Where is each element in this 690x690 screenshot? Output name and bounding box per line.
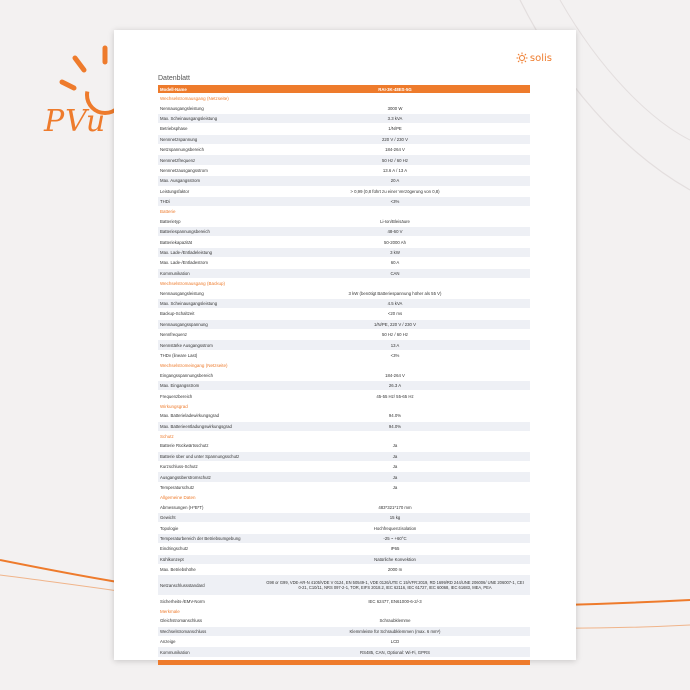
table-row: [158, 269, 530, 279]
table-row: [158, 114, 530, 124]
row-label: THDi: [160, 199, 170, 205]
datasheet-page: [114, 30, 576, 660]
table-row: [158, 299, 530, 309]
row-value: 13.6 A / 13 A: [382, 167, 408, 173]
header-value: RAI-3K-48ES-5G: [378, 86, 412, 92]
table-row: [158, 596, 530, 606]
row-value: -25 ~ +60°C: [383, 535, 407, 541]
section-title: Allgemeine Daten: [160, 495, 196, 501]
row-value: 220 V / 230 V: [381, 136, 409, 142]
row-label: Batterie Rückwärtsschutz: [160, 443, 209, 449]
table-row: [158, 472, 530, 482]
table-row: [158, 288, 530, 298]
table-row: [158, 411, 530, 421]
row-label: Betriebsphase: [160, 126, 188, 132]
row-label: Frequenzbereich: [160, 393, 193, 399]
row-label: Nennausgangsleistung: [160, 105, 204, 111]
table-row: [158, 135, 530, 145]
row-label: Backup-Schaltzeit: [160, 311, 195, 317]
table-row: [158, 381, 530, 391]
section-title: Batterie: [160, 209, 176, 215]
row-value: 3 kW (benötigt Batteriespannung höher als 55 V): [348, 290, 442, 296]
row-value: 15 kg: [389, 515, 401, 521]
row-value: 184-264 V: [385, 372, 405, 378]
brand-name: solis: [529, 52, 552, 64]
table-row: [158, 483, 530, 493]
table-row: [158, 217, 530, 227]
table-row: [158, 351, 530, 361]
row-label: Abmessungen (H*B*T): [160, 504, 204, 510]
section-title: Wechselstromeingang (Netzseite): [160, 363, 228, 369]
table-row: [158, 320, 530, 330]
row-label: Sicherheits-/EMV-Norm: [160, 598, 205, 604]
table-row: [158, 616, 530, 626]
row-label: THDv (lineare Last): [160, 352, 198, 358]
section-title: Wirkungsgrad: [160, 403, 188, 409]
row-value: 3.3 kVA: [387, 115, 403, 121]
row-label: Eindringschutz: [160, 546, 189, 552]
table-row: [158, 176, 530, 186]
table-row: [158, 103, 530, 113]
row-value: IP65: [390, 546, 400, 552]
row-label: Max. Lade-/Entladeleistung: [160, 250, 213, 256]
row-label: Topologie: [160, 525, 179, 531]
row-value: <3%: [390, 199, 400, 205]
table-row: [158, 575, 530, 596]
row-value: 1/N/PE, 220 V / 230 V: [373, 321, 417, 327]
row-value: RS485, CAN, Optional: Wi-Fi, GPRS: [360, 649, 430, 655]
row-label: Eingangsspannungsbereich: [160, 372, 214, 378]
row-value: 13 A: [390, 342, 400, 348]
table-row: [158, 565, 530, 575]
row-value: Ja: [392, 453, 398, 459]
row-value: LCD: [390, 639, 400, 645]
row-label: Batterie über und unter Spannungsschutz: [160, 453, 240, 459]
table-row: [158, 637, 530, 647]
row-label: Nennnetzspannung: [160, 136, 198, 142]
row-value: Ja: [392, 485, 398, 491]
row-label: Nennnetzfrequenz: [160, 157, 196, 163]
table-row: [158, 371, 530, 381]
row-value: Ja: [392, 443, 398, 449]
row-label: Ausgangsüberstromschutz: [160, 474, 211, 480]
header-label: Modell-Name: [160, 86, 187, 92]
row-label: Batteriekapazität: [160, 239, 193, 245]
table-header-row: [158, 85, 530, 94]
section-title: Schutz: [160, 433, 174, 439]
row-value: IEC 62477, EN61000-6-2/-3: [368, 598, 422, 604]
brand-logo: [516, 52, 552, 64]
row-label: Anzeige: [160, 639, 176, 645]
row-label: Batteriespannungsbereich: [160, 229, 210, 235]
table-row: [158, 422, 530, 432]
table-row: [158, 258, 530, 268]
document-title: Datenblatt: [158, 75, 190, 82]
row-value: 3000 W: [387, 105, 403, 111]
solis-sun-icon: [516, 52, 528, 64]
section-title: Wechselstromausgang (Backup): [160, 281, 225, 287]
row-value: 94.0%: [388, 413, 402, 419]
table-row: [158, 452, 530, 462]
section-title: Wechselstromausgang (Netzseite): [160, 96, 229, 101]
table-row: [158, 237, 530, 247]
row-value: CAN: [390, 270, 400, 276]
row-label: Netzspannungsbereich: [160, 147, 204, 153]
footer-bar: [158, 660, 530, 665]
row-label: Nennstärke Ausgangsstrom: [160, 342, 213, 348]
row-value: 3 kW: [390, 250, 400, 256]
row-value: 26.3 A: [388, 383, 402, 389]
table-row: [158, 523, 530, 533]
row-value: 1/N/PE: [388, 126, 402, 132]
row-label: Kühlkonzept: [160, 556, 184, 562]
row-value: 184-264 V: [385, 147, 405, 153]
row-value: Ja: [392, 464, 398, 470]
row-label: Nennnetzausgangsstrom: [160, 167, 208, 173]
row-label: Max. Batterieladewirkungsgrad: [160, 413, 219, 419]
row-label: Netzanschlussstandard: [160, 582, 205, 588]
row-label: Temperaturbereich der Betriebsumgebung: [160, 535, 241, 541]
row-label: Kommunikation: [160, 270, 190, 276]
row-label: Temperaturschutz: [160, 485, 195, 491]
table-row: [158, 330, 530, 340]
spec-table: [158, 85, 530, 665]
row-label: Batterietyp: [160, 218, 181, 224]
table-row: [158, 441, 530, 451]
table-row: [158, 462, 530, 472]
row-value: 483*321*170 mm: [378, 504, 412, 510]
row-label: Nennausgangsspannung: [160, 321, 208, 327]
row-label: Max. Lade-/Entladestrom: [160, 260, 209, 266]
table-row: [158, 513, 530, 523]
section-title: Merkmale: [160, 608, 180, 614]
row-label: Gleichstromanschluss: [160, 618, 203, 624]
table-row: [158, 187, 530, 197]
row-label: Nennausgangsleistung: [160, 290, 204, 296]
row-value: 50 Hz / 60 Hz: [381, 332, 409, 338]
row-value: Natürliche Konvektion: [374, 556, 416, 562]
table-row: [158, 124, 530, 134]
row-value: <3%: [390, 352, 400, 358]
table-row: [158, 391, 530, 401]
row-value: 20 A: [390, 178, 400, 184]
row-value: 45-55 Hz/ 55-65 Hz: [376, 393, 414, 399]
table-row: [158, 340, 530, 350]
row-value: Schraubklemme: [379, 618, 411, 624]
row-value: Ja: [392, 474, 398, 480]
table-row: [158, 555, 530, 565]
table-row: [158, 155, 530, 165]
row-value: 94.0%: [388, 423, 402, 429]
row-value: 50-2000 Ah: [384, 239, 406, 245]
table-row: [158, 627, 530, 637]
row-value: Hochfrequenzisolation: [373, 525, 417, 531]
table-row: [158, 197, 530, 207]
row-value: 48-60 V: [387, 229, 403, 235]
table-row: [158, 166, 530, 176]
row-label: Leistungsfaktor: [160, 188, 190, 194]
row-value: 50 Hz / 60 Hz: [381, 157, 409, 163]
row-value: G98 or G99, VDE-AR-N 4105/VDE V 0124, EN 50549-1, VDE 0126/UTE C 15/VFR:2019, RD 1699/RD 244/UNE 206006/ UNE 206007-1, CEI 0-21, C10/11, NRS 097-2-1, TOR, EIFS 2018.2, IEC 62116, IEC 61727, IEC 60068, IEC 61683, MEA, PEA: [266, 579, 524, 591]
table-row: [158, 503, 530, 513]
row-label: Max. Scheinausgangsleistung: [160, 115, 218, 121]
row-value: > 0,99 (0,8 führt zu einer Verzögerung von 0,8): [350, 188, 440, 194]
row-value: Li-Ion/Bleisäure: [380, 218, 410, 224]
row-label: Nennfrequenz: [160, 332, 187, 338]
row-value: Klemmleiste für Schraubklemmen (max. 6 mm²): [349, 628, 441, 634]
table-row: [158, 544, 530, 554]
row-label: Kommunikation: [160, 649, 190, 655]
row-label: Max. Betriebshöhe: [160, 567, 196, 573]
row-label: Gewicht: [160, 515, 176, 521]
row-value: 60 A: [390, 260, 400, 266]
table-row: [158, 309, 530, 319]
background-logo-text: PVu: [44, 104, 107, 139]
table-row: [158, 647, 530, 657]
table-row: [158, 534, 530, 544]
row-label: Max. Scheinausgangsleistung: [160, 301, 218, 306]
row-value: <20 ms: [387, 311, 403, 317]
table-row: [158, 145, 530, 155]
table-row: [158, 248, 530, 258]
row-label: Max. Eingangsstrom: [160, 383, 200, 389]
row-label: Wechselstromanschluss: [160, 628, 207, 634]
row-value: 2000 m: [387, 567, 403, 573]
row-label: Max. Batterieentladungswirkungsgrad: [160, 423, 232, 429]
table-row: [158, 227, 530, 237]
row-value: 4.5 kVA: [387, 301, 403, 306]
row-label: Kurzschluss-Schutz: [160, 464, 198, 470]
row-label: Max. Ausgangsstrom: [160, 178, 201, 184]
